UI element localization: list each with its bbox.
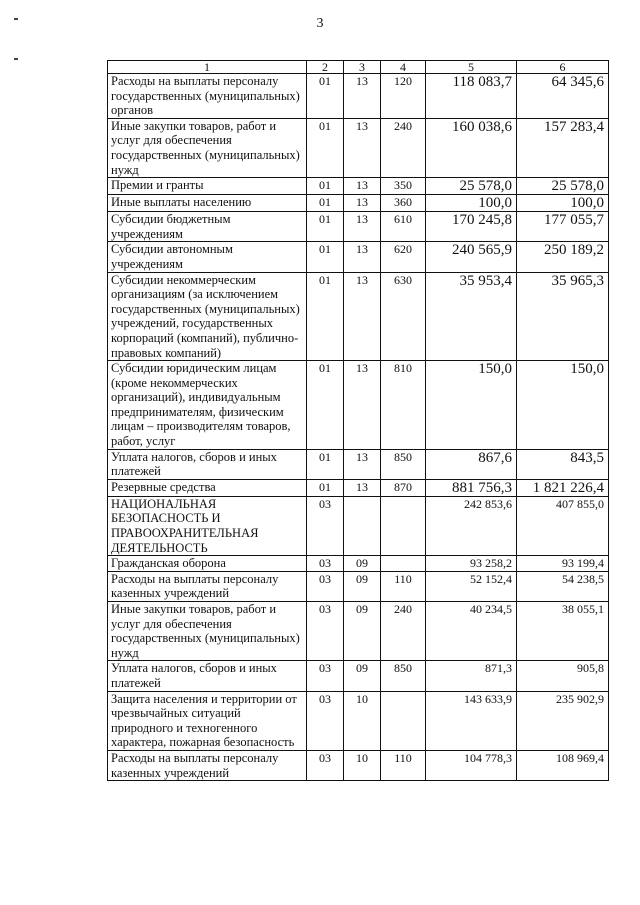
row-amount-year2-cell: 25 578,0 xyxy=(517,178,609,195)
row-subsection-code-cell: 13 xyxy=(344,178,381,195)
row-section-code-cell: 03 xyxy=(307,496,344,555)
row-section-code-cell: 01 xyxy=(307,74,344,119)
row-section-code-cell: 03 xyxy=(307,602,344,661)
margin-mark xyxy=(14,58,18,60)
row-amount-year1-cell: 52 152,4 xyxy=(426,571,517,601)
row-amount-year1-cell: 240 565,9 xyxy=(426,242,517,272)
row-section-code-cell: 03 xyxy=(307,750,344,780)
row-name-cell: Иные закупки товаров, работ и услуг для обеспечения государственных (муниципальных) нужд xyxy=(108,118,307,177)
column-header: 1 xyxy=(108,61,307,74)
table-row xyxy=(108,361,609,450)
column-header: 3 xyxy=(344,61,381,74)
row-expense-type-cell: 240 xyxy=(381,118,426,177)
row-subsection-code-cell: 13 xyxy=(344,449,381,479)
row-subsection-code-cell: 13 xyxy=(344,272,381,361)
row-subsection-code-cell: 09 xyxy=(344,556,381,572)
column-header: 4 xyxy=(381,61,426,74)
row-expense-type-cell: 810 xyxy=(381,361,426,450)
row-section-code-cell: 03 xyxy=(307,571,344,601)
table-row xyxy=(108,242,609,272)
row-amount-year2-cell: 64 345,6 xyxy=(517,74,609,119)
row-name-cell: Уплата налогов, сборов и иных платежей xyxy=(108,449,307,479)
table-row xyxy=(108,750,609,780)
row-expense-type-cell xyxy=(381,691,426,750)
row-subsection-code-cell: 13 xyxy=(344,195,381,212)
table-row xyxy=(108,661,609,691)
row-subsection-code-cell: 13 xyxy=(344,212,381,242)
row-name-cell: Расходы на выплаты персоналу казенных учреждений xyxy=(108,750,307,780)
row-amount-year2-cell: 235 902,9 xyxy=(517,691,609,750)
row-expense-type-cell: 870 xyxy=(381,479,426,496)
row-name-cell: Субсидии бюджетным учреждениям xyxy=(108,212,307,242)
row-name-cell: Резервные средства xyxy=(108,479,307,496)
budget-table xyxy=(107,60,609,781)
row-amount-year1-cell: 160 038,6 xyxy=(426,118,517,177)
row-section-code-cell: 03 xyxy=(307,556,344,572)
row-amount-year2-cell: 157 283,4 xyxy=(517,118,609,177)
table-row xyxy=(108,691,609,750)
row-name-cell: Иные выплаты населению xyxy=(108,195,307,212)
row-amount-year1-cell: 40 234,5 xyxy=(426,602,517,661)
row-amount-year2-cell: 38 055,1 xyxy=(517,602,609,661)
row-amount-year2-cell: 108 969,4 xyxy=(517,750,609,780)
margin-mark xyxy=(14,18,18,20)
row-amount-year2-cell: 407 855,0 xyxy=(517,496,609,555)
row-name-cell: Субсидии автономным учреждениям xyxy=(108,242,307,272)
row-expense-type-cell xyxy=(381,496,426,555)
table-row xyxy=(108,178,609,195)
row-amount-year1-cell: 25 578,0 xyxy=(426,178,517,195)
row-subsection-code-cell: 09 xyxy=(344,602,381,661)
row-amount-year1-cell: 867,6 xyxy=(426,449,517,479)
row-subsection-code-cell: 13 xyxy=(344,361,381,450)
table-row xyxy=(108,118,609,177)
row-subsection-code-cell: 13 xyxy=(344,242,381,272)
row-amount-year2-cell: 35 965,3 xyxy=(517,272,609,361)
table-row xyxy=(108,571,609,601)
row-expense-type-cell: 630 xyxy=(381,272,426,361)
row-amount-year1-cell: 93 258,2 xyxy=(426,556,517,572)
row-section-code-cell: 03 xyxy=(307,661,344,691)
row-name-cell: НАЦИОНАЛЬНАЯ БЕЗОПАСНОСТЬ И ПРАВООХРАНИТЕЛЬНАЯ ДЕЯТЕЛЬНОСТЬ xyxy=(108,496,307,555)
row-subsection-code-cell: 13 xyxy=(344,74,381,119)
row-amount-year2-cell: 100,0 xyxy=(517,195,609,212)
row-amount-year2-cell: 93 199,4 xyxy=(517,556,609,572)
row-amount-year1-cell: 104 778,3 xyxy=(426,750,517,780)
column-header: 5 xyxy=(426,61,517,74)
row-expense-type-cell: 350 xyxy=(381,178,426,195)
row-subsection-code-cell: 09 xyxy=(344,571,381,601)
row-name-cell: Гражданская оборона xyxy=(108,556,307,572)
row-amount-year1-cell: 170 245,8 xyxy=(426,212,517,242)
row-subsection-code-cell: 09 xyxy=(344,661,381,691)
row-name-cell: Иные закупки товаров, работ и услуг для обеспечения государственных (муниципальных) нужд xyxy=(108,602,307,661)
row-amount-year1-cell: 35 953,4 xyxy=(426,272,517,361)
row-expense-type-cell: 850 xyxy=(381,449,426,479)
page-number: 3 xyxy=(316,16,324,31)
row-section-code-cell: 01 xyxy=(307,272,344,361)
row-subsection-code-cell: 10 xyxy=(344,750,381,780)
row-amount-year2-cell: 54 238,5 xyxy=(517,571,609,601)
row-section-code-cell: 01 xyxy=(307,449,344,479)
row-name-cell: Расходы на выплаты персоналу государственных (муниципальных) органов xyxy=(108,74,307,119)
table-row xyxy=(108,556,609,572)
row-section-code-cell: 01 xyxy=(307,178,344,195)
row-subsection-code-cell: 10 xyxy=(344,691,381,750)
row-expense-type-cell: 240 xyxy=(381,602,426,661)
column-header: 2 xyxy=(307,61,344,74)
row-subsection-code-cell xyxy=(344,496,381,555)
row-amount-year1-cell: 881 756,3 xyxy=(426,479,517,496)
row-section-code-cell: 03 xyxy=(307,691,344,750)
row-amount-year1-cell: 150,0 xyxy=(426,361,517,450)
table-row xyxy=(108,479,609,496)
table-row xyxy=(108,272,609,361)
row-amount-year2-cell: 1 821 226,4 xyxy=(517,479,609,496)
row-section-code-cell: 01 xyxy=(307,118,344,177)
row-section-code-cell: 01 xyxy=(307,242,344,272)
row-amount-year1-cell: 118 083,7 xyxy=(426,74,517,119)
row-expense-type-cell: 120 xyxy=(381,74,426,119)
row-amount-year1-cell: 242 853,6 xyxy=(426,496,517,555)
row-expense-type-cell: 110 xyxy=(381,750,426,780)
row-expense-type-cell xyxy=(381,556,426,572)
row-name-cell: Субсидии юридическим лицам (кроме некоммерческих организаций), индивидуальным предпринимателям, физическим лицам – производителям товаров, работ, услуг xyxy=(108,361,307,450)
row-name-cell: Расходы на выплаты персоналу казенных учреждений xyxy=(108,571,307,601)
row-amount-year1-cell: 143 633,9 xyxy=(426,691,517,750)
row-amount-year2-cell: 150,0 xyxy=(517,361,609,450)
row-subsection-code-cell: 13 xyxy=(344,479,381,496)
row-subsection-code-cell: 13 xyxy=(344,118,381,177)
row-expense-type-cell: 110 xyxy=(381,571,426,601)
table-header-row xyxy=(108,61,609,74)
row-name-cell: Премии и гранты xyxy=(108,178,307,195)
row-name-cell: Уплата налогов, сборов и иных платежей xyxy=(108,661,307,691)
row-section-code-cell: 01 xyxy=(307,195,344,212)
row-amount-year1-cell: 871,3 xyxy=(426,661,517,691)
table-row xyxy=(108,449,609,479)
row-name-cell: Защита населения и территории от чрезвычайных ситуаций природного и техногенного характера, пожарная безопасность xyxy=(108,691,307,750)
row-expense-type-cell: 620 xyxy=(381,242,426,272)
row-expense-type-cell: 360 xyxy=(381,195,426,212)
table-row xyxy=(108,74,609,119)
table-row xyxy=(108,195,609,212)
row-section-code-cell: 01 xyxy=(307,212,344,242)
table-row xyxy=(108,602,609,661)
row-amount-year2-cell: 177 055,7 xyxy=(517,212,609,242)
row-amount-year2-cell: 843,5 xyxy=(517,449,609,479)
row-name-cell: Субсидии некоммерческим организациям (за исключением государственных (муниципальных) учреждений, государственных корпораций (компаний), публично-правовых компаний) xyxy=(108,272,307,361)
row-section-code-cell: 01 xyxy=(307,479,344,496)
row-expense-type-cell: 850 xyxy=(381,661,426,691)
row-amount-year2-cell: 250 189,2 xyxy=(517,242,609,272)
row-amount-year1-cell: 100,0 xyxy=(426,195,517,212)
row-expense-type-cell: 610 xyxy=(381,212,426,242)
table-row xyxy=(108,496,609,555)
row-amount-year2-cell: 905,8 xyxy=(517,661,609,691)
table-row xyxy=(108,212,609,242)
row-section-code-cell: 01 xyxy=(307,361,344,450)
column-header: 6 xyxy=(517,61,609,74)
